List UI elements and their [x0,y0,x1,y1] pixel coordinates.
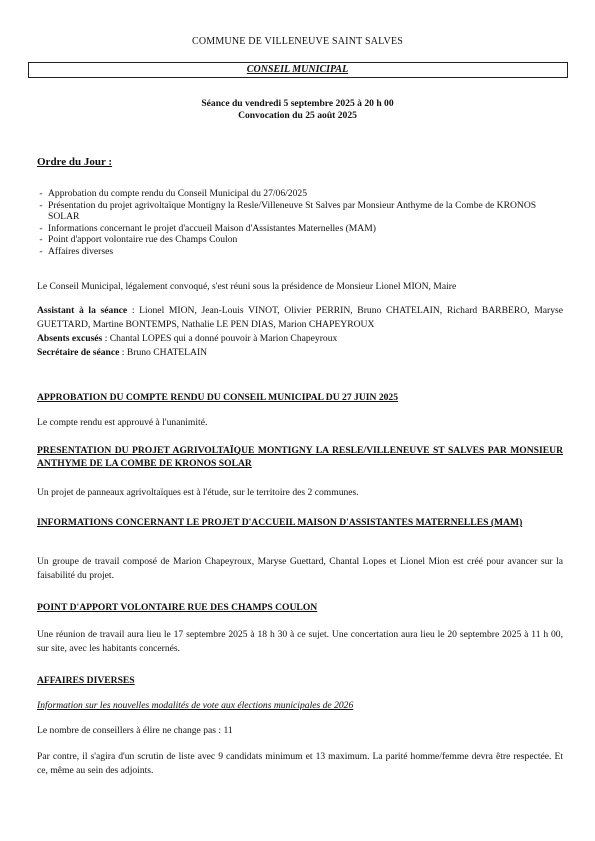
commune-header: COMMUNE DE VILLENEUVE SAINT SALVES [191,36,404,47]
agenda-item: - Présentation du projet agrivoltaïque Montigny la Resle/Villeneuve St Salves par Monsieur Anthyme de la Combe de KRONOS SOLAR [34,200,564,223]
bullet-dash: - [39,234,43,245]
excused-label: Absents excusés [37,333,103,344]
attendance-block [37,304,563,360]
section-body-approval: Le compte rendu est approuvé à l'unanimité. [37,417,208,428]
section-body-agrivoltaic: Un projet de panneaux agrivoltaïques est à l'étude, sur le territoire des 2 communes. [37,487,359,498]
section-body-mam: Un groupe de travail composé de Marion Chapeyroux, Maryse Guettard, Chantal Lopes et Lionel Mion est créé pour avancer sur la faisabilité du projet. [37,556,563,581]
agenda-title: Ordre du Jour : [37,156,113,168]
present-members [37,304,563,332]
agenda-list [34,188,564,257]
convocation-date: Convocation du 25 août 2025 [238,110,357,121]
council-title: CONSEIL MUNICIPAL [246,64,349,75]
section-title-collection-point: POINT D'APPORT VOLONTAIRE RUE DES CHAMPS COULON [37,602,318,613]
agenda-item: - Approbation du compte rendu du Conseil Municipal du 27/06/2025 [34,188,564,200]
paragraph-list-voting: Par contre, il s'agira d'un scrutin de liste avec 9 candidats minimum et 13 maximum. La parité homme/femme devra être respectée. Et ce, même au sein des adjoints. [37,751,563,776]
section-title-agrivoltaic: PRESENTATION DU PROJET AGRIVOLTAÏQUE MONTIGNY LA RESLE/VILLENEUVE ST SALVES PAR MONSIEUR ANTHYME DE LA COMBE DE KRONOS SOLAR [37,445,563,469]
present-label: Assistant à la séance [37,305,128,316]
session-date: Séance du vendredi 5 septembre 2025 à 20 h 00 [201,98,394,109]
bullet-dash: - [39,199,43,211]
agenda-item: - Informations concernant le projet d'accueil Maison d'Assistantes Maternelles (MAM) [34,223,564,235]
secretary-name: : Bruno CHATELAIN [119,347,208,358]
section-body-collection-point: Une réunion de travail aura lieu le 17 septembre 2025 à 18 h 30 à ce sujet. Une concertation aura lieu le 20 septembre 2025 à 11 h 00, sur site, avec les habitants concernés. [37,629,563,654]
agenda-item: - Point d'apport volontaire rue des Champs Coulon [34,234,564,246]
present-list: : Lionel MION, Jean-Louis VINOT, Olivier PERRIN, Bruno CHATELAIN, Richard BARBERO, Maryse GUETTARD, Martine BONTEMPS, Nathalie LE PEN DIAS, Marion CHAPEYROUX [37,305,563,330]
excused-members [37,332,563,346]
section-title-misc: AFFAIRES DIVERSES [37,675,135,686]
bullet-dash: - [39,245,43,257]
section-subtitle-elections: Information sur les nouvelles modalités de vote aux élections municipales de 2026 [37,700,354,711]
bullet-dash: - [39,188,43,199]
agenda-item: - Affaires diverses [34,246,564,258]
section-title-mam: INFORMATIONS CONCERNANT LE PROJET D'ACCUEIL MAISON D'ASSISTANTES MATERNELLES (MAM) [37,517,523,528]
secretary-label: Secrétaire de séance [37,347,120,358]
secretary [37,346,563,360]
excused-list: : Chantal LOPES qui a donné pouvoir à Marion Chapeyroux [102,333,338,344]
paragraph-councillors-count: Le nombre de conseillers à élire ne change pas : 11 [37,725,233,736]
section-title-approval: APPROBATION DU COMPTE RENDU DU CONSEIL MUNICIPAL DU 27 JUIN 2025 [37,392,399,403]
intro-paragraph: Le Conseil Municipal, légalement convoqué, s'est réuni sous la présidence de Monsieur Lionel MION, Maire [37,281,457,292]
bullet-dash: - [39,222,43,234]
